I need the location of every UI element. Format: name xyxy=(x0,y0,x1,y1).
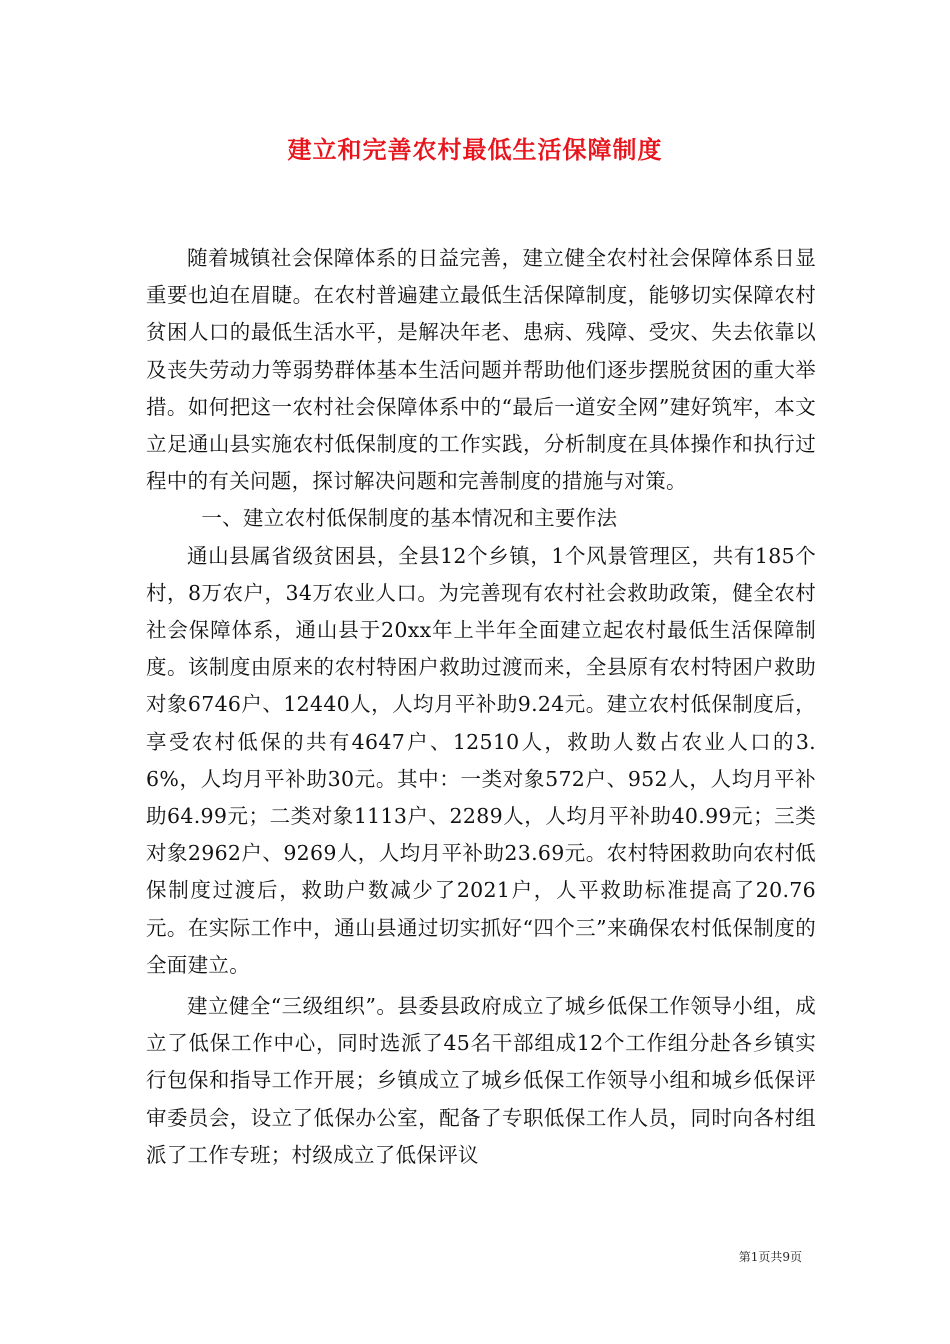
intro-paragraph: 随着城镇社会保障体系的日益完善，建立健全农村社会保障体系日显重要也迫在眉睫。在农村普遍建立最低生活保障制度，能够切实保障农村贫困人口的最低生活水平，是解决年老、患病、残障、受灾、失去依靠以及丧失劳动力等弱势群体基本生活问题并帮助他们逐步摆脱贫困的重大举措。如何把这一农村社会保障体系中的“最后一道安全网”建好筑牢，本文立足通山县实施农村低保制度的工作实践，分析制度在具体操作和执行过程中的有关问题，探讨解决问题和完善制度的措施与对策。 xyxy=(146,246,816,494)
section-heading: 一、建立农村低保制度的基本情况和主要作法 xyxy=(201,506,618,531)
page-number: 第1页共9页 xyxy=(738,1250,802,1264)
basic-situation-paragraph: 通山县属省级贫困县，全县12个乡镇，1个风景管理区，共有185个村，8万农户，34万农业人口。为完善现有农村社会救助政策，健全农村社会保障体系，通山县于20xx年上半年全面建立起农村最低生活保障制度。该制度由原来的农村特困户救助过渡而来，全县原有农村特困户救助对象6746户、12440人，人均月平补助9.24元。建立农村低保制度后，享受农村低保的共有4647户、12510人，救助人数占农业人口的3.6%，人均月平补助30元。其中：一类对象572户、952人，人均月平补助64.99元；二类对象1113户、2289人，人均月平补助40.99元；三类对象2962户、9269人，人均月平补助23.69元。农村特困救助向农村低保制度过渡后，救助户数减少了2021户，人平救助标准提高了20.76元。在实际工作中，通山县通过切实抓好“四个三”来确保农村低保制度的全面建立。 xyxy=(146,543,816,977)
document-body xyxy=(146,240,816,1174)
document-title: 建立和完善农村最低生活保障制度 xyxy=(287,135,663,164)
organization-paragraph: 建立健全“三级组织”。县委县政府成立了城乡低保工作领导小组，成立了低保工作中心，同时选派了45名干部组成12个工作组分赴各乡镇实行包保和指导工作开展；乡镇成立了城乡低保工作领导小组和城乡低保评审委员会，设立了低保办公室，配备了专职低保工作人员，同时向各村组派了工作专班；村级成立了低保评议 xyxy=(146,994,816,1167)
